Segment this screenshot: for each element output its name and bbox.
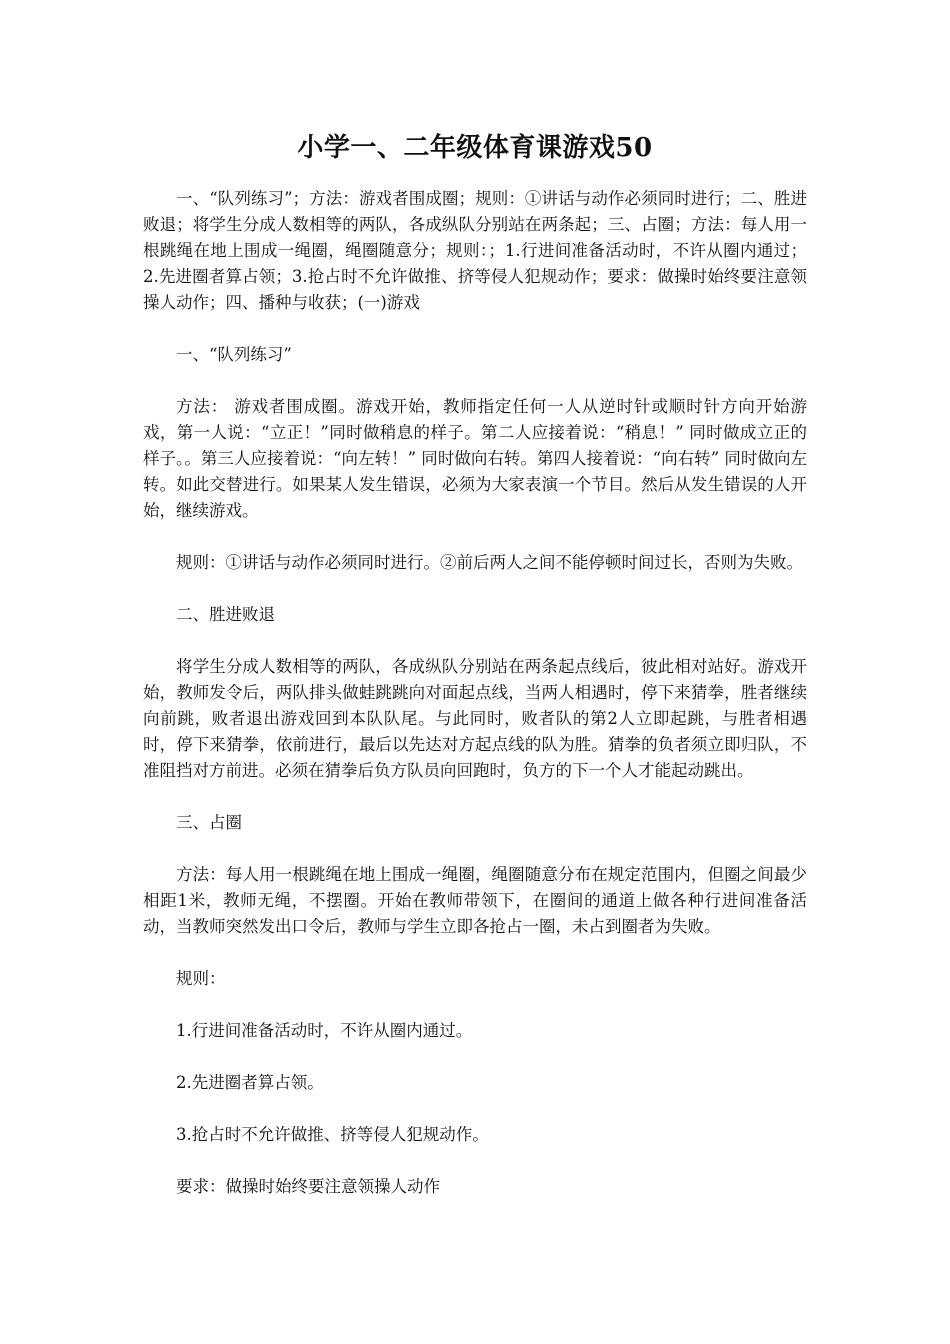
queue-method-paragraph: 方法： 游戏者围成圈。游戏开始，教师指定任何一人从逆时针或顺时针方向开始游戏，第一人说：“立正！”同时做稍息的样子。第二人应接着说：“稍息！” 同时做成立正的样子。。第三人应接着说：“向左转！” 同时做向右转。第四人接着说：“向右转” 同时做向左转。如此交替进行。如果某人发生错误，必须为大家表演一个节目。然后从发生错误的人开始，继续游戏。	[143, 397, 807, 520]
rules-label: 规则：	[176, 969, 226, 988]
summary-paragraph: 一、“队列练习”；方法：游戏者围成圈；规则：①讲话与动作必须同时进行；二、胜进败退；将学生分成人数相等的两队，各成纵队分别站在两条起；三、占圈；方法：每人用一根跳绳在地上围成一绳圈，绳圈随意分；规则：；1.行进间准备活动时，不许从圈内通过；2.先进圈者算占领；3.抢占时不允许做推、挤等侵人犯规动作；要求：做操时始终要注意领操人动作；四、播种与收获；(一)游戏	[143, 189, 807, 312]
document-title: 小学一、二年级体育课游戏50	[297, 133, 653, 163]
requirement-paragraph: 要求：做操时始终要注意领操人动作	[176, 1177, 440, 1196]
queue-rules-paragraph: 规则：①讲话与动作必须同时进行。②前后两人之间不能停顿时间过长，否则为失败。	[176, 553, 803, 572]
rule-item-3: 3.抢占时不允许做推、挤等侵人犯规动作。	[176, 1125, 489, 1144]
rule-item-2: 2.先进圈者算占领。	[176, 1073, 324, 1092]
section-heading-win-advance: 二、胜进败退	[176, 605, 275, 624]
section-heading-occupy-circle: 三、占圈	[176, 813, 242, 832]
win-advance-paragraph: 将学生分成人数相等的两队，各成纵队分别站在两条起点线后，彼此相对站好。游戏开始，教师发令后，两队排头做蛙跳跳向对面起点线，当两人相遇时，停下来猜拳，胜者继续向前跳，败者退出游戏回到本队队尾。与此同时，败者队的第2人立即起跳，与胜者相遇时，停下来猜拳，依前进行，最后以先达对方起点线的队为胜。猜拳的负者须立即归队，不准阻挡对方前进。必须在猜拳后负方队员向回跑时，负方的下一个人才能起动跳出。	[143, 657, 807, 780]
rule-item-1: 1.行进间准备活动时，不许从圈内通过。	[176, 1021, 473, 1040]
section-heading-queue-practice: 一、“队列练习”	[176, 345, 292, 364]
document-page	[143, 128, 807, 1226]
occupy-method-paragraph: 方法：每人用一根跳绳在地上围成一绳圈，绳圈随意分布在规定范围内，但圈之间最少相距1米，教师无绳，不摆圈。开始在教师带领下，在圈间的通道上做各种行进间准备活动，当教师突然发出口令后，教师与学生立即各抢占一圈，未占到圈者为失败。	[143, 865, 807, 936]
